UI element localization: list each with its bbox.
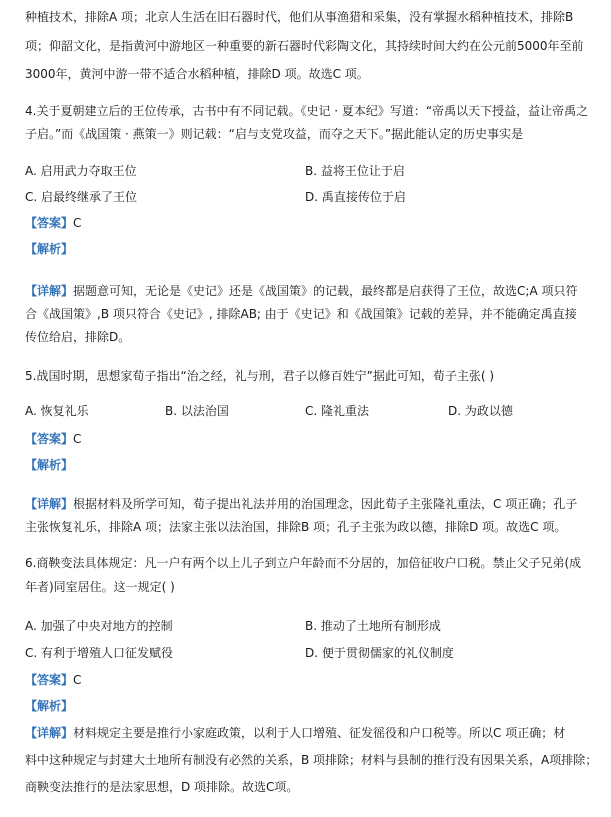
- q5-detail-line-2: 主张恢复礼乐，排除A 项；法家主张以法治国，排除B 项；孔子主张为政以德，排除D 项。故选C 项。: [25, 520, 567, 534]
- q5-answer-value: C: [73, 432, 82, 446]
- prev-explanation-line-3: 3000年，黄河中游一带不适合水稻种植，排除D 项。故选C 项。: [25, 67, 369, 81]
- q5-stem: 5.战国时期，思想家荀子指出“治之经，礼与刑，君子以修百姓宁”据此可知，荀子主张( ): [25, 369, 495, 383]
- q4-option-a: A. 启用武力夺取王位: [25, 164, 137, 178]
- q4-option-c: C. 启最终继承了王位: [25, 190, 138, 204]
- q6-option-a: A. 加强了中央对地方的控制: [25, 619, 173, 633]
- prev-explanation-line-1: 种植技术，排除A 项；北京人生活在旧石器时代，他们从事渔猎和采集，没有掌握水稻种植技术，排除B: [25, 10, 574, 24]
- q6-stem-line-1: 6.商鞅变法具体规定：凡一户有两个以上儿子到立户年龄而不分居的，加倍征收户口税。禁止父子兄弟(成: [25, 556, 582, 570]
- q5-analysis: [25, 457, 73, 473]
- q4-detail-line-1: [25, 283, 577, 299]
- q6-option-d: D. 便于贯彻儒家的礼仪制度: [305, 646, 454, 660]
- q6-stem-line-2: 年者)同室居住。这一规定( ): [25, 580, 175, 594]
- q6-answer-value: C: [73, 673, 82, 687]
- q4-answer: [25, 215, 81, 231]
- q6-detail-line-1: [25, 725, 565, 741]
- q4-detail-line-2: 合《战国策》,B 项只符合《史记》, 排除AB; 由于《史记》和《战国策》记载的差异，并不能确定禹直接: [25, 307, 577, 321]
- q6-detail-text-1: 材料规定主要是推行小家庭政策，以利于人口增殖、征发徭役和户口税等。所以C 项正确；材: [73, 726, 566, 740]
- q4-option-b: B. 益将王位让于启: [305, 164, 405, 178]
- q5-option-d: D. 为政以德: [448, 404, 513, 418]
- q5-option-c: C. 隆礼重法: [305, 404, 370, 418]
- q6-option-b: B. 推动了土地所有制形成: [305, 619, 441, 633]
- q6-answer-tag: 【答案】: [25, 673, 74, 687]
- q5-answer-tag: 【答案】: [25, 432, 74, 446]
- prev-explanation-line-2: 项；仰韶文化，是指黄河中游地区一种重要的新石器时代彩陶文化，其持续时间大约在公元前5000年至前: [25, 39, 584, 53]
- q5-option-a: A. 恢复礼乐: [25, 404, 89, 418]
- q5-answer: [25, 431, 81, 447]
- q4-answer-tag: 【答案】: [25, 216, 74, 230]
- q4-analysis-tag: 【解析】: [25, 242, 74, 256]
- q6-analysis: [25, 698, 73, 714]
- q4-detail-tag: 【详解】: [25, 284, 74, 298]
- q4-option-d: D. 禹直接传位于启: [305, 190, 406, 204]
- q5-detail-tag: 【详解】: [25, 497, 74, 511]
- q6-detail-line-2: 料中这种规定与封建大土地所有制没有必然的关系，B 项排除；材料与县制的推行没有因果关系，A项排除；: [25, 753, 598, 767]
- q6-option-c: C. 有利于增殖人口征发赋役: [25, 646, 174, 660]
- q5-analysis-tag: 【解析】: [25, 458, 74, 472]
- q6-answer: [25, 672, 81, 688]
- q4-answer-value: C: [73, 216, 82, 230]
- q4-stem-line-2: 子启。”而《战国策 · 燕策一》则记载：“启与支党攻益，而夺之天下。”据此能认定的历史事实是: [25, 127, 524, 141]
- q4-analysis: [25, 241, 73, 257]
- q6-detail-tag: 【详解】: [25, 726, 74, 740]
- q6-analysis-tag: 【解析】: [25, 699, 74, 713]
- q5-option-b: B. 以法治国: [165, 404, 229, 418]
- q4-detail-line-3: 传位给启，排除D。: [25, 330, 131, 344]
- q5-detail-line-1: [25, 496, 577, 512]
- q4-detail-text-1: 据题意可知，无论是《史记》还是《战国策》的记载，最终都是启获得了王位，故选C;A 项只符: [73, 284, 578, 298]
- q5-detail-text-1: 根据材料及所学可知，荀子提出礼法并用的治国理念，因此荀子主张隆礼重法，C 项正确；孔子: [73, 497, 578, 511]
- q6-detail-line-3: 商鞅变法推行的是法家思想，D 项排除。故选C项。: [25, 780, 299, 794]
- q4-stem-line-1: 4.关于夏朝建立后的王位传承，古书中有不同记载。《史记 · 夏本纪》写道：“帝禹以天下授益，益让帝禹之: [25, 104, 589, 118]
